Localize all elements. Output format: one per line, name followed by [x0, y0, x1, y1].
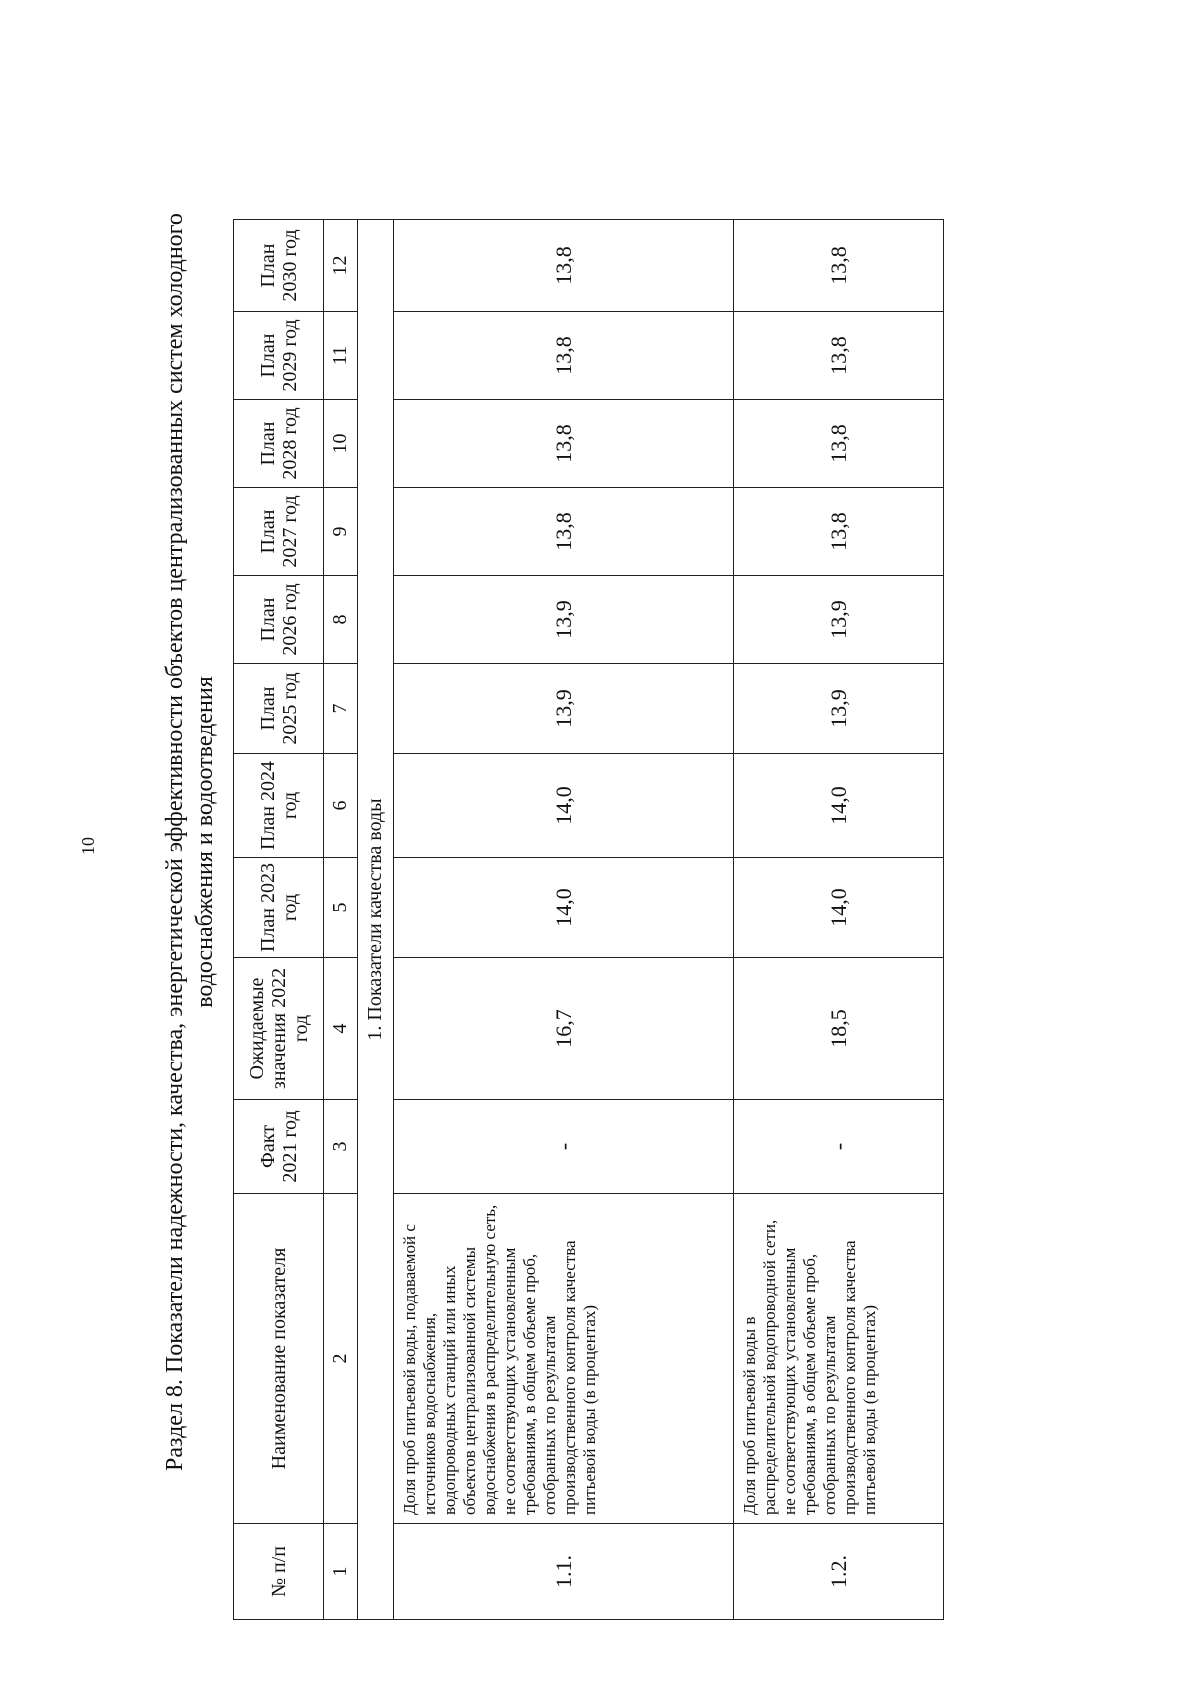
column-number-cell: 6: [324, 754, 358, 858]
header-cell: План 2024 год: [234, 754, 324, 858]
value-cell: 13,8: [394, 312, 734, 400]
document-title: [160, 82, 220, 1602]
value-cell: 13,8: [734, 400, 944, 488]
header-cell: Наименование показателя: [234, 1194, 324, 1524]
column-number-cell: 1: [324, 1524, 358, 1620]
row-number-cell: 1.2.: [734, 1524, 944, 1620]
section-title-cell: 1. Показатели качества воды: [358, 220, 394, 1620]
indicator-name-cell: Доля проб питьевой воды в распределительной водопроводной сети, не соответствующих установленным требованиям, в общем объеме проб, отобранных по результатам производственного контроля качества питьевой воды (в процентах): [734, 1194, 944, 1524]
header-cell: План 2029 год: [234, 312, 324, 400]
value-cell: 13,9: [734, 664, 944, 754]
column-number-row: [324, 220, 358, 1620]
value-cell: 14,0: [734, 754, 944, 858]
value-cell: 13,8: [734, 220, 944, 312]
column-number-cell: 12: [324, 220, 358, 312]
header-cell: План 2026 год: [234, 576, 324, 664]
document-title-line-2: водоснабжения и водоотведения: [192, 676, 218, 1008]
section-row: [358, 220, 394, 1620]
column-number-cell: 7: [324, 664, 358, 754]
value-cell: 13,8: [734, 312, 944, 400]
document-title-line-1: Раздел 8. Показатели надежности, качества, энергетической эффективности объектов централизованных систем холодного: [162, 213, 188, 1471]
value-cell: 13,9: [734, 576, 944, 664]
header-cell: План 2030 год: [234, 220, 324, 312]
table-row: [394, 220, 734, 1620]
value-cell: 13,8: [394, 488, 734, 576]
value-cell: -: [734, 1100, 944, 1194]
header-cell: Факт 2021 год: [234, 1100, 324, 1194]
table-header-row: [234, 220, 324, 1620]
value-cell: 13,9: [394, 576, 734, 664]
value-cell: 13,9: [394, 664, 734, 754]
value-cell: 14,0: [734, 858, 944, 958]
page-number: 10: [78, 837, 98, 855]
row-number-cell: 1.1.: [394, 1524, 734, 1620]
column-number-cell: 9: [324, 488, 358, 576]
column-number-cell: 3: [324, 1100, 358, 1194]
rotated-page-content: [0, 42, 1200, 1642]
column-number-cell: 5: [324, 858, 358, 958]
header-cell: План 2028 год: [234, 400, 324, 488]
header-cell: План 2027 год: [234, 488, 324, 576]
value-cell: -: [394, 1100, 734, 1194]
indicator-name-cell: Доля проб питьевой воды, подаваемой с источников водоснабжения, водопроводных станций или иных объектов централизованной системы водоснабжения в распределительную сеть, не соответствующих установленным требованиям, в общем объеме проб, отобранных по результатам производственного контроля качества питьевой воды (в процентах): [394, 1194, 734, 1524]
header-cell: № п/п: [234, 1524, 324, 1620]
indicators-table: [233, 219, 944, 1620]
value-cell: 13,8: [394, 400, 734, 488]
header-cell: План 2023 год: [234, 858, 324, 958]
value-cell: 18,5: [734, 958, 944, 1100]
column-number-cell: 11: [324, 312, 358, 400]
column-number-cell: 4: [324, 958, 358, 1100]
column-number-cell: 2: [324, 1194, 358, 1524]
header-cell: План 2025 год: [234, 664, 324, 754]
column-number-cell: 10: [324, 400, 358, 488]
value-cell: 13,8: [734, 488, 944, 576]
header-cell: Ожидаемые значения 2022 год: [234, 958, 324, 1100]
table-row: [734, 220, 944, 1620]
column-number-cell: 8: [324, 576, 358, 664]
value-cell: 16,7: [394, 958, 734, 1100]
value-cell: 14,0: [394, 858, 734, 958]
value-cell: 14,0: [394, 754, 734, 858]
value-cell: 13,8: [394, 220, 734, 312]
